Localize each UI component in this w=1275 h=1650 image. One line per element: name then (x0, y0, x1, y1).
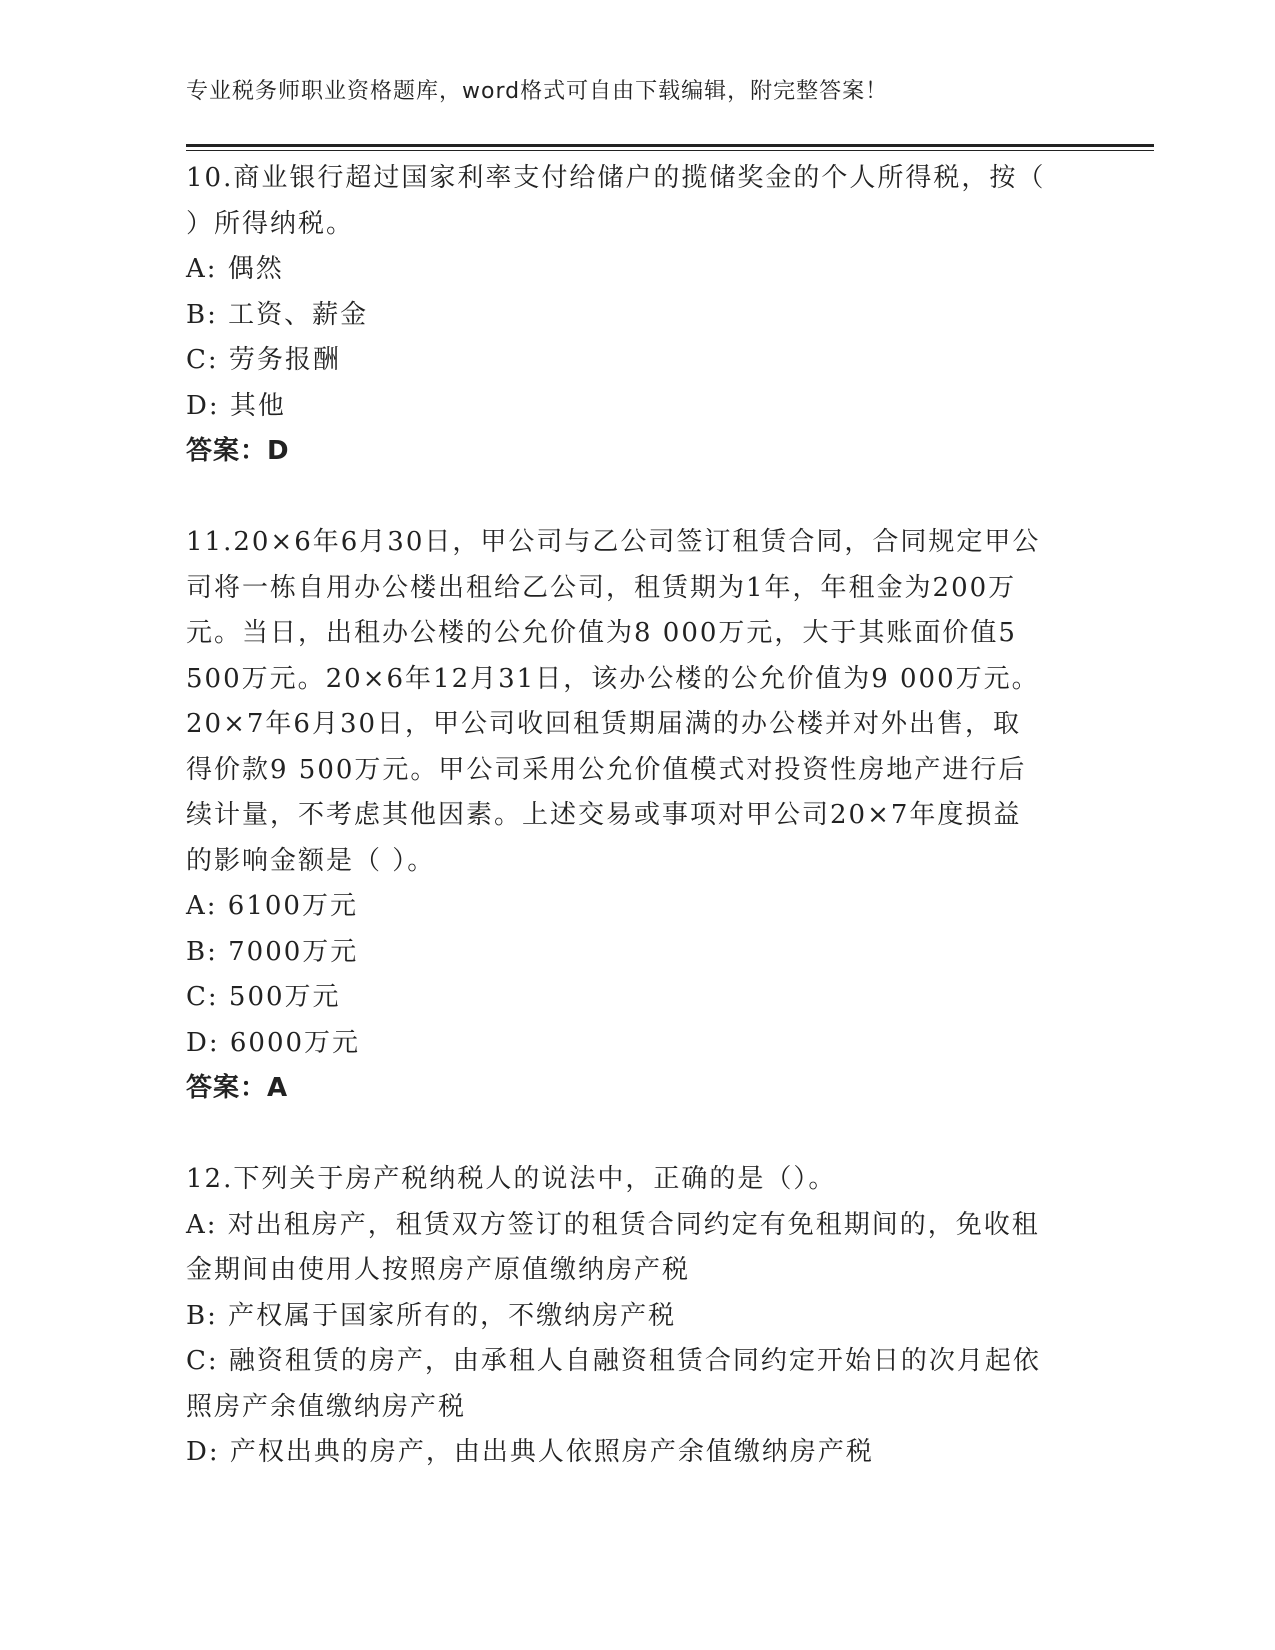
question-12 (186, 1157, 1086, 1476)
question-10 (186, 156, 1086, 475)
option-a: A: 6100万元 (186, 891, 358, 921)
question-text-line: 11.20×6年6月30日，甲公司与乙公司签订租赁合同，合同规定甲公 (186, 527, 1041, 557)
question-11 (186, 520, 1086, 1112)
question-text-line: 续计量，不考虑其他因素。上述交易或事项对甲公司20×7年度损益 (186, 800, 1022, 830)
answer: 答案：D (186, 436, 290, 466)
option-c: C: 劳务报酬 (186, 345, 341, 375)
question-text-line: 的影响金额是（ ）。 (186, 845, 436, 876)
header-rule-thin (186, 150, 1154, 151)
option-c: C: 500万元 (186, 982, 341, 1012)
question-text-line: 元。当日，出租办公楼的公允价值为8 000万元，大于其账面价值5 (186, 618, 1017, 648)
option-a-line: 金期间由使用人按照房产原值缴纳房产税 (186, 1255, 691, 1285)
question-text-line: 10.商业银行超过国家利率支付给储户的揽储奖金的个人所得税，按（ (186, 163, 1046, 193)
option-d: D: 产权出典的房产，由出典人依照房产余值缴纳房产税 (186, 1437, 874, 1467)
option-b: B: 7000万元 (186, 936, 359, 967)
question-text-line: 12.下列关于房产税纳税人的说法中，正确的是（）。 (186, 1164, 837, 1194)
option-d: D: 其他 (186, 390, 286, 421)
question-text-line: 20×7年6月30日，甲公司收回租赁期届满的办公楼并对外出售，取 (186, 709, 1022, 739)
question-text-line: 司将一栋自用办公楼出租给乙公司，租赁期为1年，年租金为200万 (186, 572, 1017, 603)
option-c-line: 照房产余值缴纳房产税 (186, 1391, 467, 1422)
question-text-line: 得价款9 500万元。甲公司采用公允价值模式对投资性房地产进行后 (186, 754, 1027, 785)
option-b: B: 工资、薪金 (186, 299, 369, 330)
question-text-line: ）所得纳税。 (186, 208, 355, 239)
page-header: 专业税务师职业资格题库，word格式可自由下载编辑，附完整答案！ (186, 79, 889, 104)
option-b: B: 产权属于国家所有的，不缴纳房产税 (186, 1300, 677, 1331)
answer: 答案：A (186, 1073, 289, 1103)
option-c-line: C: 融资租赁的房产，由承租人自融资租赁合同约定开始日的次月起依 (186, 1346, 1041, 1376)
question-list (186, 156, 1086, 1476)
question-text-line: 500万元。20×6年12月31日，该办公楼的公允价值为9 000万元。 (186, 663, 1040, 694)
option-a: A: 偶然 (186, 254, 284, 284)
option-d: D: 6000万元 (186, 1027, 361, 1058)
option-a-line: A: 对出租房产，租赁双方签订的租赁合同约定有免租期间的，免收租 (186, 1209, 1040, 1240)
header-rule-thick (186, 144, 1154, 147)
